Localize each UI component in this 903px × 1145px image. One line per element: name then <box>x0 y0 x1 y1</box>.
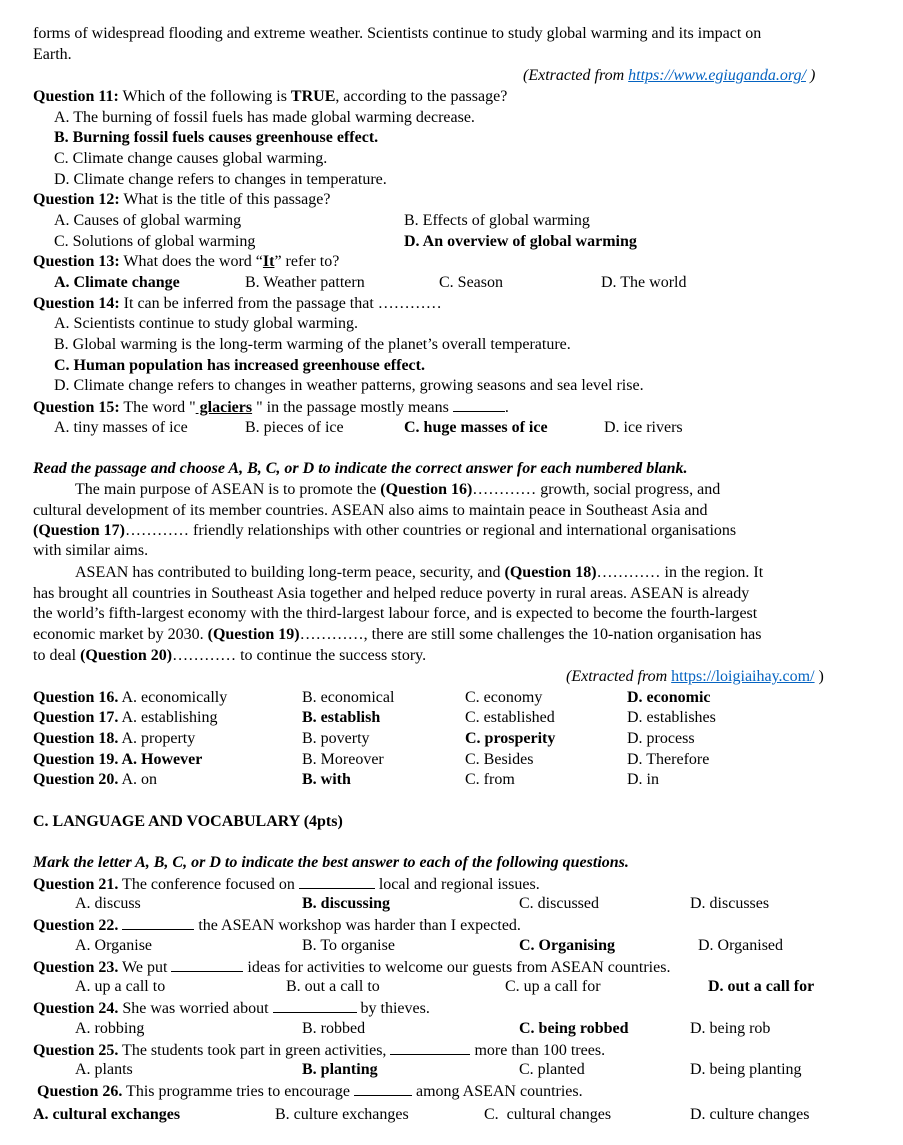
passage-line <box>33 521 736 541</box>
option-c-answer: C. being robbed <box>519 1020 629 1037</box>
question-label: Question 22. <box>33 917 119 934</box>
stem-text: by thieves. <box>356 1000 430 1017</box>
option-c-answer: C. huge masses of ice <box>404 419 548 436</box>
passage-text: ASEAN has contributed to building long-term peace, security, and <box>75 564 505 581</box>
option-a: A. property <box>118 730 196 747</box>
option-b: B. out a call to <box>286 978 380 995</box>
stem-text: She was worried about <box>118 1000 273 1017</box>
option-d: D. process <box>627 730 695 747</box>
option-b: B. To organise <box>302 937 395 954</box>
answer-blank <box>390 1040 470 1055</box>
question-25-stem <box>33 1040 605 1061</box>
option-c: C. discussed <box>519 895 599 912</box>
stem-text: What does the word “ <box>119 253 263 270</box>
stem-text: It can be inferred from the passage that ………… <box>119 295 442 312</box>
question-label: Question 26. <box>37 1083 123 1100</box>
option-d-answer: D. An overview of global warming <box>404 233 637 250</box>
stem-text: The students took part in green activities, <box>118 1042 391 1059</box>
stem-keyword: glaciers <box>195 399 253 416</box>
option-b: B. poverty <box>302 730 370 747</box>
passage-text: ………… to continue the success story. <box>172 647 427 664</box>
option-a: A. plants <box>75 1061 133 1078</box>
option-b: B. economical <box>302 689 395 706</box>
question-11-stem <box>33 87 507 107</box>
option-a: A. on <box>118 771 158 788</box>
source-suffix: ) <box>805 67 816 84</box>
stem-text: local and regional issues. <box>374 876 540 893</box>
option-c: C. Climate change causes global warming. <box>54 150 328 167</box>
stem-text: . <box>504 399 509 416</box>
stem-text: What is the title of this passage? <box>119 191 331 208</box>
source-citation <box>523 66 815 86</box>
option-d: D. ice rivers <box>604 419 683 436</box>
answer-blank <box>453 397 505 412</box>
stem-text: " in the passage mostly means <box>252 399 453 416</box>
stem-text: This programme tries to encourage <box>122 1083 354 1100</box>
option-c: C. from <box>465 771 515 788</box>
passage-text: to deal <box>33 647 81 664</box>
option-c: C. up a call for <box>505 978 601 995</box>
option-c: C. Besides <box>465 751 534 768</box>
stem-text: more than 100 trees. <box>470 1042 606 1059</box>
blank-marker: (Question 20) <box>80 647 173 664</box>
section-heading: C. LANGUAGE AND VOCABULARY (4pts) <box>33 813 343 830</box>
option-d: D. The world <box>601 274 687 291</box>
question-15-stem <box>33 397 509 418</box>
stem-text: the ASEAN workshop was harder than I expected. <box>194 917 521 934</box>
blank-marker: (Question 16) <box>380 481 473 498</box>
stem-text: among ASEAN countries. <box>411 1083 583 1100</box>
question-label: Question 17. <box>33 709 119 726</box>
answer-blank <box>122 915 194 930</box>
question-label: Question 18. <box>33 730 119 747</box>
option-a: A. robbing <box>75 1020 145 1037</box>
option-a: A. Organise <box>75 937 153 954</box>
question-label: Question 23. <box>33 959 119 976</box>
option-b: B. Global warming is the long-term warming of the planet’s overall temperature. <box>54 336 571 353</box>
passage-line: has brought all countries in Southeast Asia together and helped reduce poverty in rural areas. ASEAN is already <box>33 585 750 602</box>
option-b: B. pieces of ice <box>245 419 344 436</box>
stem-emphasis: TRUE <box>290 88 336 105</box>
option-b: B. robbed <box>302 1020 366 1037</box>
option-a: A. The burning of fossil fuels has made global warming decrease. <box>54 109 475 126</box>
question-label: Question 13: <box>33 253 120 270</box>
option-c-answer: C. Organising <box>519 937 616 954</box>
passage-text: ………… friendly relationships with other countries or regional and international organisations <box>125 522 737 539</box>
question-label: Question 11: <box>33 88 119 105</box>
stem-text: , according to the passage? <box>335 88 508 105</box>
question-label: Question 16. <box>33 689 119 706</box>
question-label: Question 20. <box>33 771 119 788</box>
option-c: C. Season <box>439 274 503 291</box>
option-a: A. up a call to <box>75 978 166 995</box>
question-13-stem <box>33 252 339 272</box>
option-a: A. discuss <box>75 895 141 912</box>
option-c: C. planted <box>519 1061 585 1078</box>
source-prefix: (Extracted from <box>566 668 672 685</box>
option-b-answer: B. establish <box>302 709 381 726</box>
option-d: D. Climate change refers to changes in weather patterns, growing seasons and sea level rise. <box>54 377 644 394</box>
stem-keyword: It <box>262 253 275 270</box>
question-21-stem <box>33 874 540 895</box>
question-label: Question 15: <box>33 399 120 416</box>
cloze-row <box>33 770 157 790</box>
option-c: C. economy <box>465 689 543 706</box>
option-a-answer: A. Climate change <box>54 274 180 291</box>
option-c-answer: C. prosperity <box>465 730 556 747</box>
option-d: D. Therefore <box>627 751 710 768</box>
question-14-stem <box>33 294 442 314</box>
cloze-row <box>33 750 202 770</box>
option-b-answer: B. planting <box>302 1061 378 1078</box>
passage-line <box>33 646 426 666</box>
option-c: C. established <box>465 709 555 726</box>
option-d: D. in <box>627 771 659 788</box>
option-d: D. Organised <box>698 937 784 954</box>
cloze-row <box>33 708 217 728</box>
stem-text: ” refer to? <box>274 253 340 270</box>
option-b: B. culture exchanges <box>275 1106 409 1123</box>
option-d: D. being planting <box>690 1061 802 1078</box>
passage-line <box>75 563 763 583</box>
answer-blank <box>273 998 357 1013</box>
question-label: Question 14: <box>33 295 120 312</box>
option-d: D. establishes <box>627 709 716 726</box>
question-26-stem <box>37 1081 583 1102</box>
blank-marker: (Question 18) <box>504 564 597 581</box>
source-suffix: ) <box>814 668 824 685</box>
blank-marker: (Question 19) <box>207 626 300 643</box>
passage-line <box>75 480 720 500</box>
cloze-row <box>33 688 227 708</box>
option-b-answer: B. Burning fossil fuels causes greenhouse effect. <box>54 129 379 146</box>
question-23-stem <box>33 957 670 978</box>
passage-line: Earth. <box>33 46 72 63</box>
passage-line: with similar aims. <box>33 542 149 559</box>
passage-text: ………… growth, social progress, and <box>472 481 721 498</box>
option-a: A. establishing <box>118 709 218 726</box>
option-c: C. Solutions of global warming <box>54 233 256 250</box>
question-24-stem <box>33 998 430 1019</box>
option-b-answer: B. discussing <box>302 895 391 912</box>
source-citation <box>566 667 824 687</box>
source-prefix: (Extracted from <box>523 67 629 84</box>
option-a: A. economically <box>118 689 228 706</box>
blank-marker: (Question 17) <box>33 522 125 539</box>
cloze-row <box>33 729 195 749</box>
section-instruction: Mark the letter A, B, C, or D to indicate the best answer to each of the following questions. <box>33 854 629 871</box>
stem-text: We put <box>118 959 172 976</box>
option-d: D. being rob <box>690 1020 771 1037</box>
passage-text: economic market by 2030. <box>33 626 208 643</box>
option-d: D. Climate change refers to changes in temperature. <box>54 171 387 188</box>
option-a: A. Scientists continue to study global warming. <box>54 315 358 332</box>
option-c-answer: C. Human population has increased greenhouse effect. <box>54 357 425 374</box>
option-a: A. tiny masses of ice <box>54 419 188 436</box>
option-b-answer: B. with <box>302 771 351 788</box>
option-a-answer: A. cultural exchanges <box>33 1106 181 1123</box>
passage-line: cultural development of its member countries. ASEAN also aims to maintain peace in Southeast Asia and <box>33 502 708 519</box>
passage-line: forms of widespread flooding and extreme weather. Scientists continue to study global warming and its impact on <box>33 25 762 42</box>
question-label: Question 24. <box>33 1000 119 1017</box>
question-label: Question 25. <box>33 1042 119 1059</box>
option-a-answer: A. However <box>118 751 203 768</box>
stem-text: The conference focused on <box>118 876 299 893</box>
answer-blank <box>171 957 243 972</box>
option-b: B. Weather pattern <box>245 274 365 291</box>
answer-blank <box>354 1081 412 1096</box>
question-22-stem <box>33 915 521 936</box>
passage-line <box>33 625 761 645</box>
option-d: D. discusses <box>690 895 770 912</box>
stem-text: ideas for activities to welcome our guests from ASEAN countries. <box>243 959 671 976</box>
stem-text: The word " <box>119 399 196 416</box>
option-b: B. Moreover <box>302 751 384 768</box>
stem-text: Which of the following is <box>118 88 291 105</box>
passage-text: …………, there are still some challenges the 10-nation organisation has <box>299 626 762 643</box>
option-c: C. cultural changes <box>484 1106 612 1123</box>
option-d-answer: D. out a call for <box>708 978 815 995</box>
question-label: Question 21. <box>33 876 119 893</box>
option-a: A. Causes of global warming <box>54 212 242 229</box>
passage-text: The main purpose of ASEAN is to promote the <box>75 481 381 498</box>
passage-line: the world’s fifth-largest economy with the third-largest labour force, and is expected to become the fourth-largest <box>33 605 758 622</box>
source-link[interactable]: https://www.egiuganda.org/ <box>628 67 806 84</box>
question-label: Question 19. <box>33 751 119 768</box>
reading-instruction: Read the passage and choose A, B, C, or D to indicate the correct answer for each numbered blank. <box>33 460 688 477</box>
question-12-stem <box>33 190 330 210</box>
passage-text: ………… in the region. It <box>596 564 764 581</box>
answer-blank <box>299 874 375 889</box>
option-b: B. Effects of global warming <box>404 212 590 229</box>
option-d: D. culture changes <box>690 1106 810 1123</box>
option-d-answer: D. economic <box>627 689 711 706</box>
source-link[interactable]: https://loigiaihay.com/ <box>671 668 815 685</box>
question-label: Question 12: <box>33 191 120 208</box>
